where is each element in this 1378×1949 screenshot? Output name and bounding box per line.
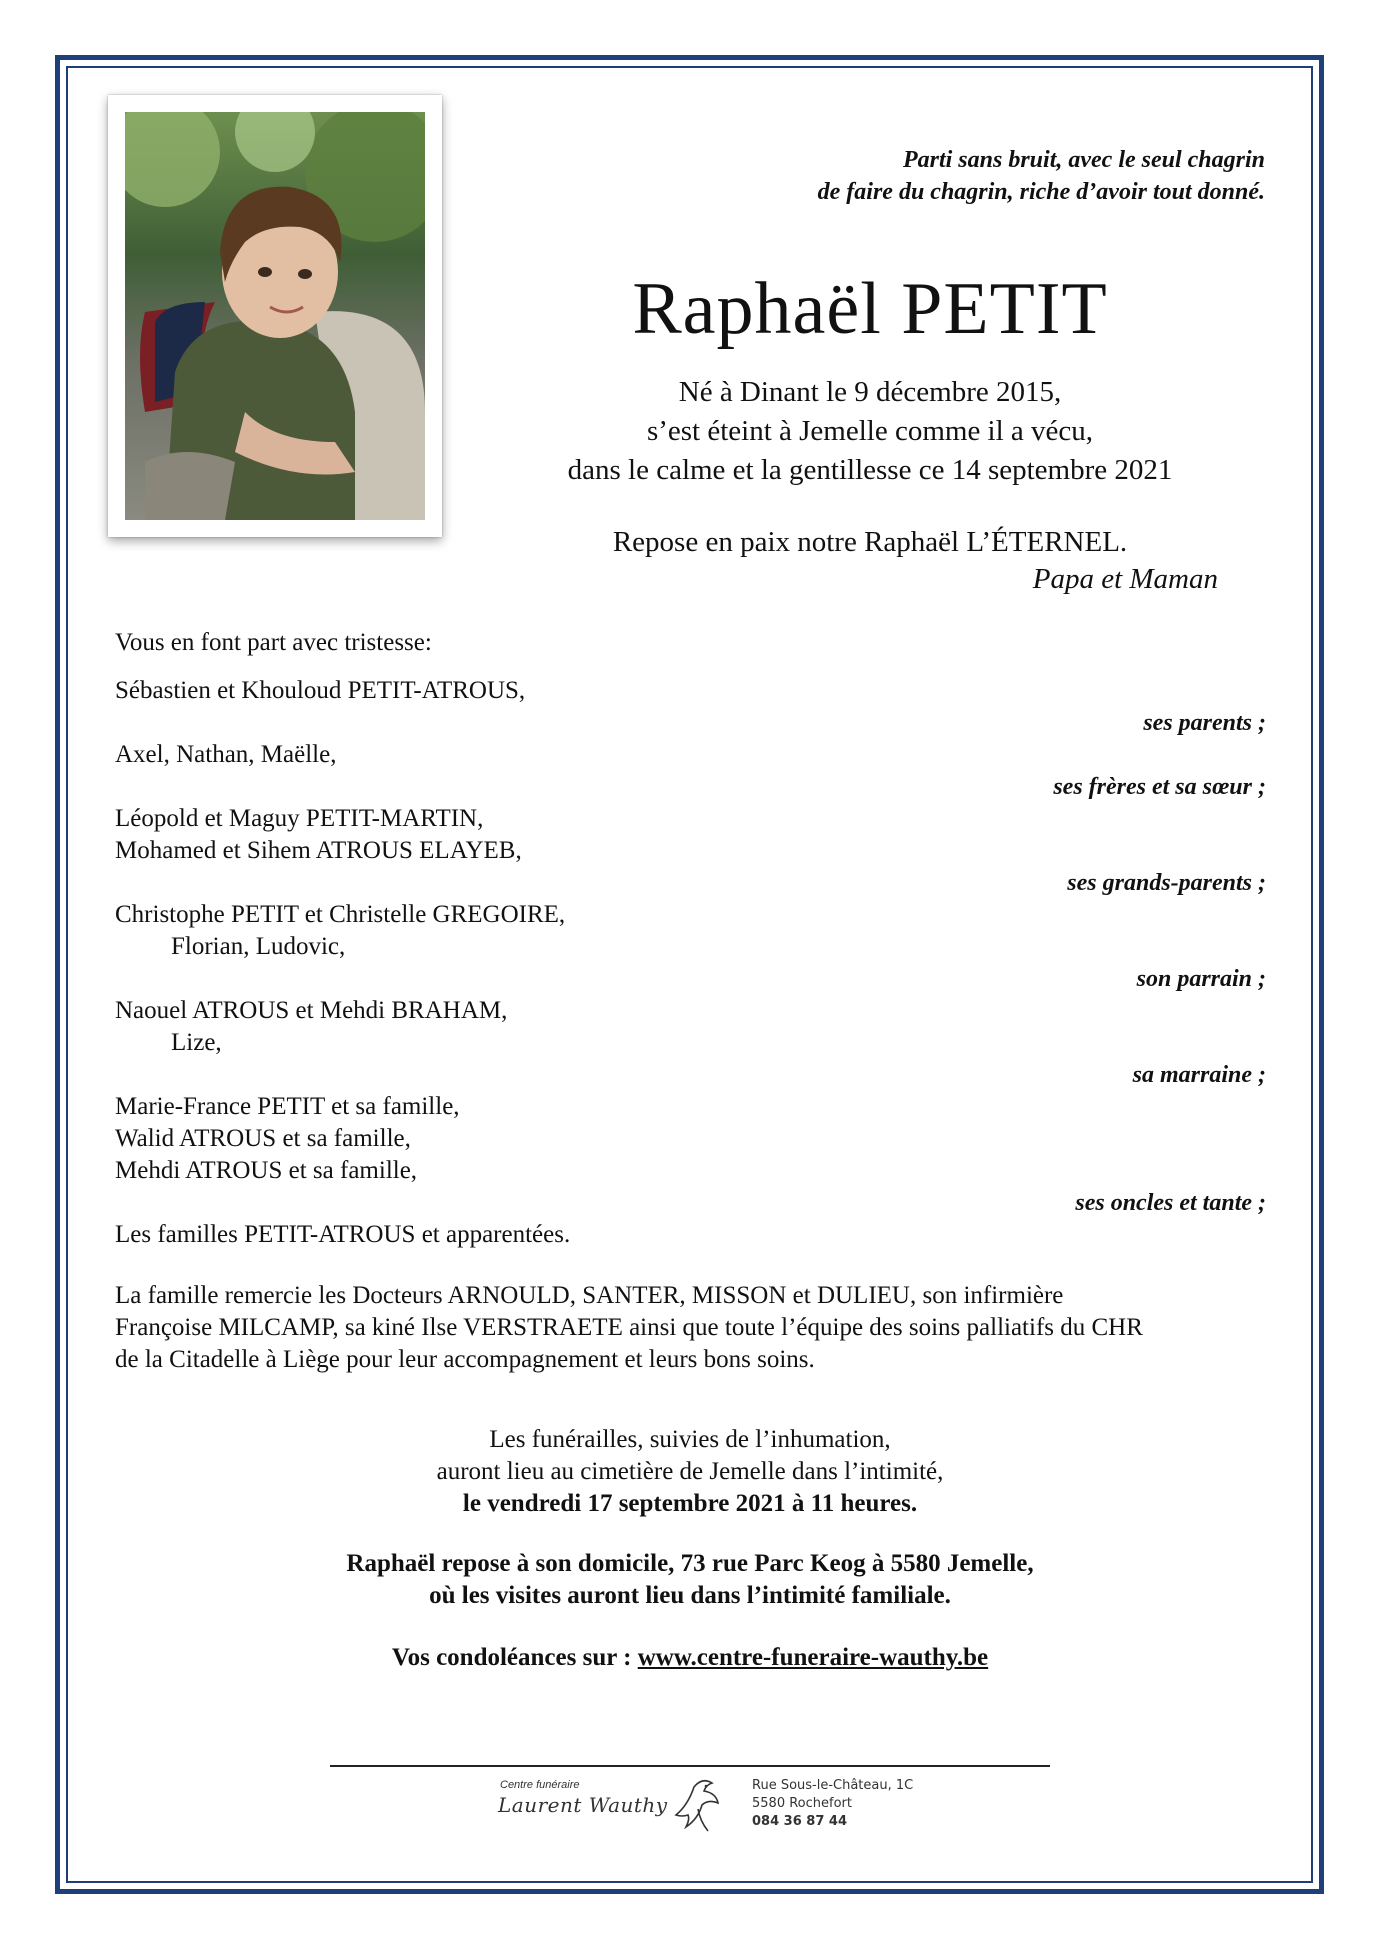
epigraph	[565, 144, 1265, 208]
family-group-relatives	[115, 1219, 570, 1251]
epigraph-line: de faire du chagrin, riche d’avoir tout donné.	[817, 179, 1265, 205]
footer-divider	[330, 1765, 1050, 1767]
rest-in-peace-line: Repose en paix notre Raphaël L’ÉTERNEL.	[612, 526, 1128, 558]
dove-icon	[668, 1775, 722, 1835]
visit-line: où les visites auront lieu dans l’intimité familiale.	[429, 1582, 951, 1609]
address-line: Rue Sous-le-Château, 1C	[752, 1778, 914, 1793]
family-group-godfather	[115, 899, 565, 963]
deceased-name: Raphaël PETIT	[632, 268, 1108, 350]
relation-label: ses grands-parents ;	[1067, 870, 1266, 896]
family-name-line: Mohamed et Sihem ATROUS ELAYEB,	[115, 837, 522, 864]
family-group-siblings	[115, 739, 336, 771]
phone-number: 084 36 87 44	[752, 1814, 847, 1829]
funeral-date: le vendredi 17 septembre 2021 à 11 heures.	[462, 1490, 918, 1517]
family-name-line: Mehdi ATROUS et sa famille,	[115, 1157, 418, 1184]
bio-line: Né à Dinant le 9 décembre 2015,	[678, 376, 1062, 408]
funeral-home-address	[752, 1777, 913, 1831]
relation-label: sa marraine ;	[1132, 1062, 1266, 1088]
family-group-godmother	[115, 995, 507, 1059]
acknowledgement-line: de la Citadelle à Liège pour leur accompagnement et leurs bons soins.	[115, 1346, 815, 1373]
acknowledgements	[115, 1280, 1267, 1376]
condolences-label: Vos condoléances sur :	[391, 1644, 632, 1671]
relation-label: son parrain ;	[1136, 966, 1266, 992]
parents-signature: Papa et Maman	[1032, 563, 1218, 595]
family-name-line: Florian, Ludovic,	[171, 933, 346, 960]
family-name-line: Axel, Nathan, Maëlle,	[115, 741, 337, 768]
acknowledgement-line: Françoise MILCAMP, sa kiné Ilse VERSTRAETE ainsi que toute l’équipe des soins palliatifs du CHR	[115, 1314, 1143, 1341]
family-group-grandparents	[115, 803, 522, 867]
bio-line: s’est éteint à Jemelle comme il a vécu,	[646, 415, 1094, 447]
condolences	[140, 1642, 1240, 1674]
family-name-line: Naouel ATROUS et Mehdi BRAHAM,	[115, 997, 508, 1024]
condolences-link[interactable]: www.centre-funeraire-wauthy.be	[637, 1644, 989, 1671]
relation-label: ses parents ;	[1143, 710, 1266, 736]
funeral-line: auront lieu au cimetière de Jemelle dans l’intimité,	[436, 1458, 944, 1485]
visit-details	[140, 1548, 1240, 1612]
family-name-line: Christophe PETIT et Christelle GREGOIRE,	[115, 901, 566, 928]
family-name-line: Lize,	[171, 1029, 222, 1056]
funeral-home-logo	[490, 1775, 930, 1835]
logo-wordmark: Laurent Wauthy	[498, 1793, 668, 1817]
funeral-details	[140, 1424, 1240, 1520]
funeral-line: Les funérailles, suivies de l’inhumation,	[489, 1426, 891, 1453]
family-name-line: Marie-France PETIT et sa famille,	[115, 1093, 460, 1120]
family-name-line: Les familles PETIT-ATROUS et apparentées.	[115, 1221, 571, 1248]
portrait-image	[125, 112, 425, 520]
epigraph-line: Parti sans bruit, avec le seul chagrin	[902, 147, 1265, 173]
family-name-line: Sébastien et Khouloud PETIT-ATROUS,	[115, 677, 526, 704]
birth-death-info	[490, 373, 1250, 490]
visit-line: Raphaël repose à son domicile, 73 rue Parc Keog à 5580 Jemelle,	[346, 1550, 1034, 1577]
family-name-line: Walid ATROUS et sa famille,	[115, 1125, 411, 1152]
bio-line: dans le calme et la gentillesse ce 14 septembre 2021	[567, 454, 1173, 486]
logo-caption: Centre funéraire	[500, 1779, 580, 1791]
portrait-photo	[108, 95, 442, 537]
family-group-parents	[115, 675, 525, 707]
relation-label: ses oncles et tante ;	[1075, 1190, 1266, 1216]
announcement-intro: Vous en font part avec tristesse:	[115, 629, 432, 656]
family-group-uncles	[115, 1091, 460, 1187]
acknowledgement-line: La famille remercie les Docteurs ARNOULD, SANTER, MISSON et DULIEU, son infirmière	[115, 1282, 1064, 1309]
relation-label: ses frères et sa sœur ;	[1053, 774, 1266, 800]
address-line: 5580 Rochefort	[752, 1796, 852, 1811]
family-name-line: Léopold et Maguy PETIT-MARTIN,	[115, 805, 484, 832]
